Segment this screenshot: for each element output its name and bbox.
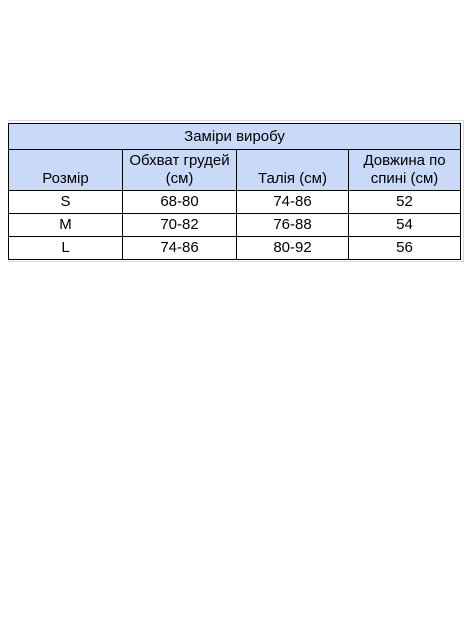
table-row: [9, 237, 461, 260]
header-size: Розмір: [9, 150, 123, 191]
cell-waist: 80-92: [237, 237, 349, 260]
cell-back-length: 56: [349, 237, 461, 260]
cell-back-length: 54: [349, 214, 461, 237]
table-row: [9, 191, 461, 214]
cell-size: L: [9, 237, 123, 260]
cell-chest: 74-86: [123, 237, 237, 260]
table-header-row: [9, 150, 461, 191]
grid-edge-right: [463, 120, 464, 262]
size-chart-table: [8, 123, 461, 260]
grid-edge-top: [8, 120, 464, 121]
cell-chest: 68-80: [123, 191, 237, 214]
cell-size: S: [9, 191, 123, 214]
header-chest: Обхват грудей (см): [123, 150, 237, 191]
cell-waist: 74-86: [237, 191, 349, 214]
header-waist: Талія (см): [237, 150, 349, 191]
cell-back-length: 52: [349, 191, 461, 214]
table-title: Заміри виробу: [9, 124, 461, 150]
table-row: [9, 214, 461, 237]
cell-size: M: [9, 214, 123, 237]
table-title-row: [9, 124, 461, 150]
header-back-length: Довжина по спині (см): [349, 150, 461, 191]
grid-edge-bottom: [8, 261, 464, 262]
cell-waist: 76-88: [237, 214, 349, 237]
cell-chest: 70-82: [123, 214, 237, 237]
